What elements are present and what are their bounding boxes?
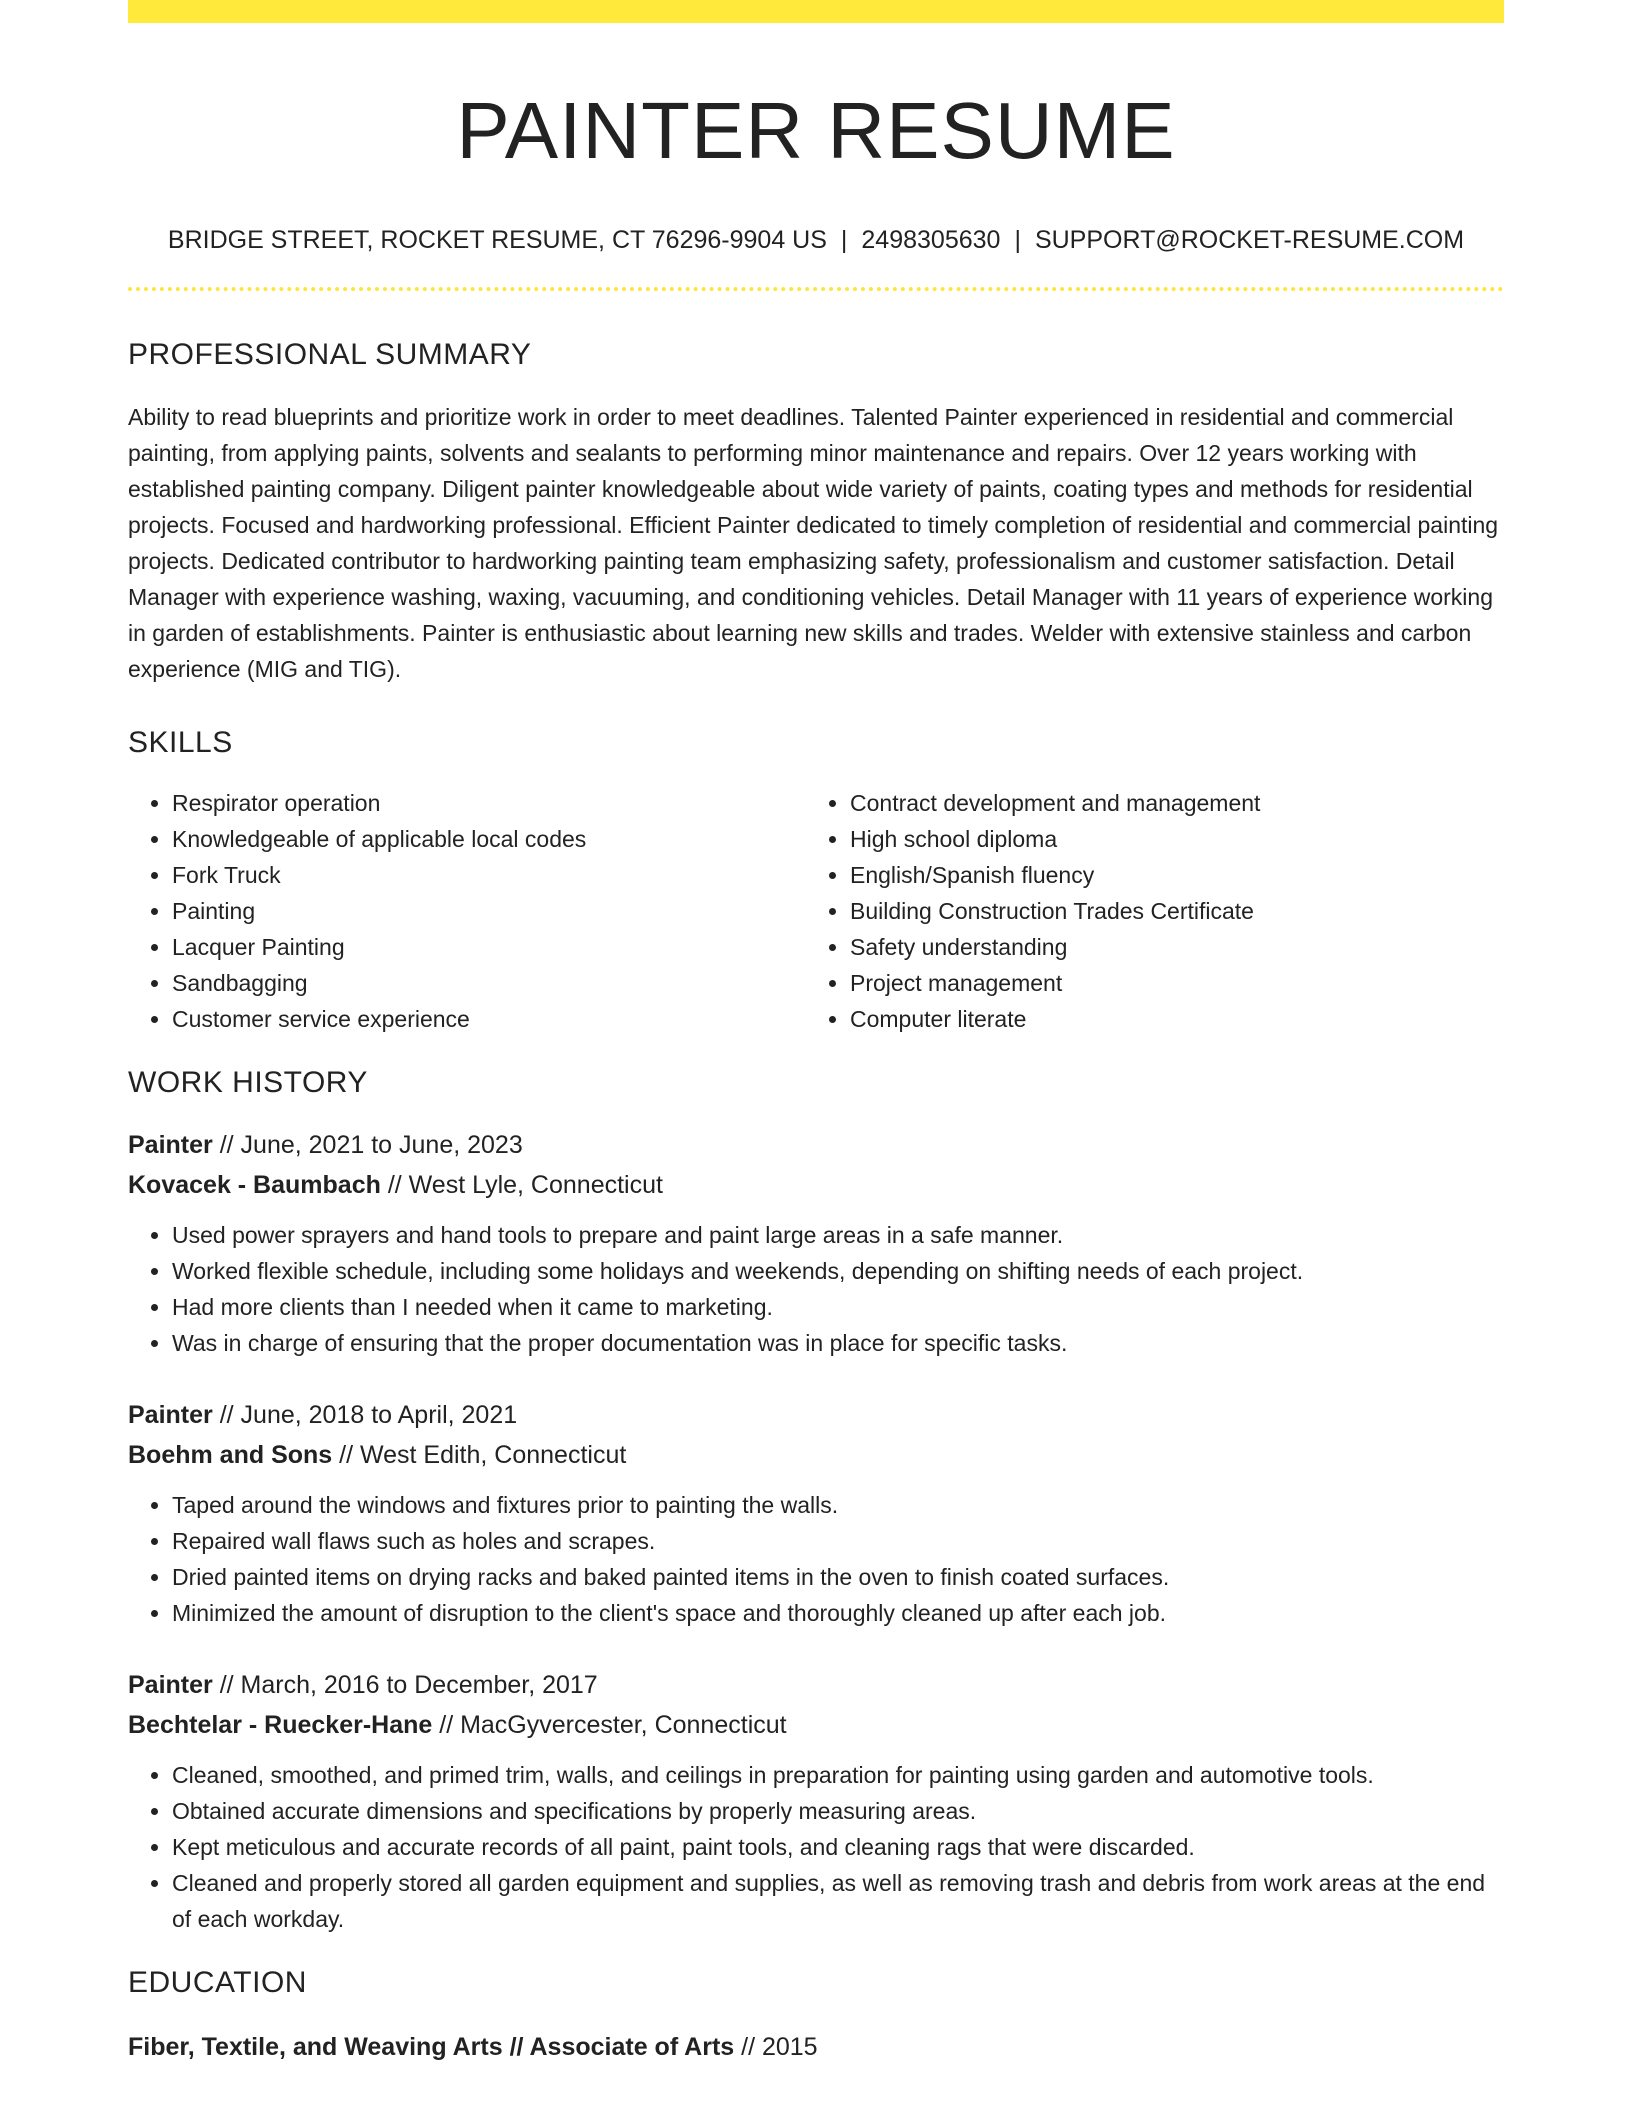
job-bullet: • Minimized the amount of disruption to the client's space and thoroughly cleaned up after each job. [172, 1595, 1504, 1631]
job-company-line [128, 1165, 1504, 1205]
job-company: Kovacek - Baumbach [128, 1171, 381, 1199]
job-company-line [128, 1435, 1504, 1475]
skill-item: • Contract development and management [850, 785, 1484, 821]
job-bullets [128, 1757, 1504, 1937]
job-bullet: • Used power sprayers and hand tools to prepare and paint large areas in a safe manner. [172, 1217, 1504, 1253]
job-role: Painter [128, 1131, 213, 1159]
skill-item: • Sandbagging [172, 965, 806, 1001]
job-dates: // March, 2016 to December, 2017 [212, 1671, 598, 1699]
job-dates: // June, 2018 to April, 2021 [212, 1401, 518, 1429]
job-bullet: • Taped around the windows and fixtures prior to painting the walls. [172, 1487, 1504, 1523]
address: BRIDGE STREET, ROCKET RESUME, CT 76296-9904 US [167, 226, 827, 254]
education-heading: EDUCATION [128, 1966, 307, 1999]
resume-page [128, 0, 1504, 2067]
skill-item: • Project management [850, 965, 1484, 1001]
contact-line [128, 225, 1504, 255]
dotted-divider [128, 287, 1504, 291]
job-bullet: • Was in charge of ensuring that the proper documentation was in place for specific tasks. [172, 1325, 1504, 1361]
separator: | [1014, 226, 1021, 254]
job-bullet: • Had more clients than I needed when it came to marketing. [172, 1289, 1504, 1325]
job-bullet: • Dried painted items on drying racks and baked painted items in the oven to finish coated surfaces. [172, 1559, 1504, 1595]
skills-right-column [806, 785, 1484, 1037]
job-company: Boehm and Sons [128, 1441, 333, 1469]
summary-heading: PROFESSIONAL SUMMARY [128, 338, 532, 371]
job-role: Painter [128, 1401, 213, 1429]
job-bullet: • Cleaned, smoothed, and primed trim, walls, and ceilings in preparation for painting using garden and automotive tools. [172, 1757, 1504, 1793]
summary-text: Ability to read blueprints and prioritize work in order to meet deadlines. Talented Painter experienced in residential and commercial painting, from applying paints, solvents and sealants to performing minor maintenance and repairs. Over 12 years working with established painting company. Diligent painter knowledgeable about wide variety of paints, coating types and methods for residential projects. Focused and hardworking professional. Efficient Painter dedicated to timely completion of residential and commercial painting projects. Dedicated contributor to hardworking painting team emphasizing safety, professionalism and customer satisfaction. Detail Manager with experience washing, waxing, vacuuming, and conditioning vehicles. Detail Manager with 11 years of experience working in garden of establishments. Painter is enthusiastic about learning new skills and trades. Welder with extensive stainless and carbon experience (MIG and TIG). [128, 404, 1499, 682]
job-bullet: • Worked flexible schedule, including some holidays and weekends, depending on shifting needs of each project. [172, 1253, 1504, 1289]
education-field: Fiber, Textile, and Weaving Arts // Associate of Arts [128, 2033, 735, 2061]
job-bullet: • Kept meticulous and accurate records of all paint, paint tools, and cleaning rags that were discarded. [172, 1829, 1504, 1865]
skill-item: • Computer literate [850, 1001, 1484, 1037]
job-role: Painter [128, 1671, 213, 1699]
skills-heading: SKILLS [128, 726, 233, 759]
job-company: Bechtelar - Ruecker-Hane [128, 1711, 433, 1739]
skill-item: • Building Construction Trades Certificate [850, 893, 1484, 929]
job-dates: // June, 2021 to June, 2023 [212, 1131, 523, 1159]
skill-item: • Knowledgeable of applicable local codes [172, 821, 806, 857]
resume-title: PAINTER RESUME [456, 86, 1176, 175]
job-entry [128, 1395, 1504, 1631]
education-entry [128, 2027, 1504, 2067]
job-location: // MacGyvercester, Connecticut [432, 1711, 787, 1739]
job-role-line [128, 1125, 1504, 1165]
job-location: // West Lyle, Connecticut [380, 1171, 663, 1199]
skill-item: • English/Spanish fluency [850, 857, 1484, 893]
skill-item: • Respirator operation [172, 785, 806, 821]
job-bullet: • Obtained accurate dimensions and specifications by properly measuring areas. [172, 1793, 1504, 1829]
work-history-heading: WORK HISTORY [128, 1066, 368, 1099]
job-bullet: • Cleaned and properly stored all garden equipment and supplies, as well as removing trash and debris from work areas at the end of each workday. [172, 1865, 1504, 1937]
skill-item: • Painting [172, 893, 806, 929]
job-company-line [128, 1705, 1504, 1745]
top-accent-bar [128, 0, 1504, 23]
separator: | [840, 226, 848, 254]
skills-list [128, 785, 1504, 1037]
skills-left-column [128, 785, 806, 1037]
job-entry [128, 1665, 1504, 1937]
education-year: // 2015 [734, 2033, 818, 2061]
skill-item: • Customer service experience [172, 1001, 806, 1037]
job-bullets [128, 1217, 1504, 1361]
job-role-line [128, 1665, 1504, 1705]
skill-item: • Lacquer Painting [172, 929, 806, 965]
job-entry [128, 1125, 1504, 1361]
skill-item: • High school diploma [850, 821, 1484, 857]
job-bullet: • Repaired wall flaws such as holes and scrapes. [172, 1523, 1504, 1559]
skill-item: • Fork Truck [172, 857, 806, 893]
job-bullets [128, 1487, 1504, 1631]
phone: 2498305630 [861, 226, 1001, 254]
job-location: // West Edith, Connecticut [332, 1441, 627, 1469]
job-role-line [128, 1395, 1504, 1435]
skill-item: • Safety understanding [850, 929, 1484, 965]
email: SUPPORT@ROCKET-RESUME.COM [1034, 226, 1465, 254]
